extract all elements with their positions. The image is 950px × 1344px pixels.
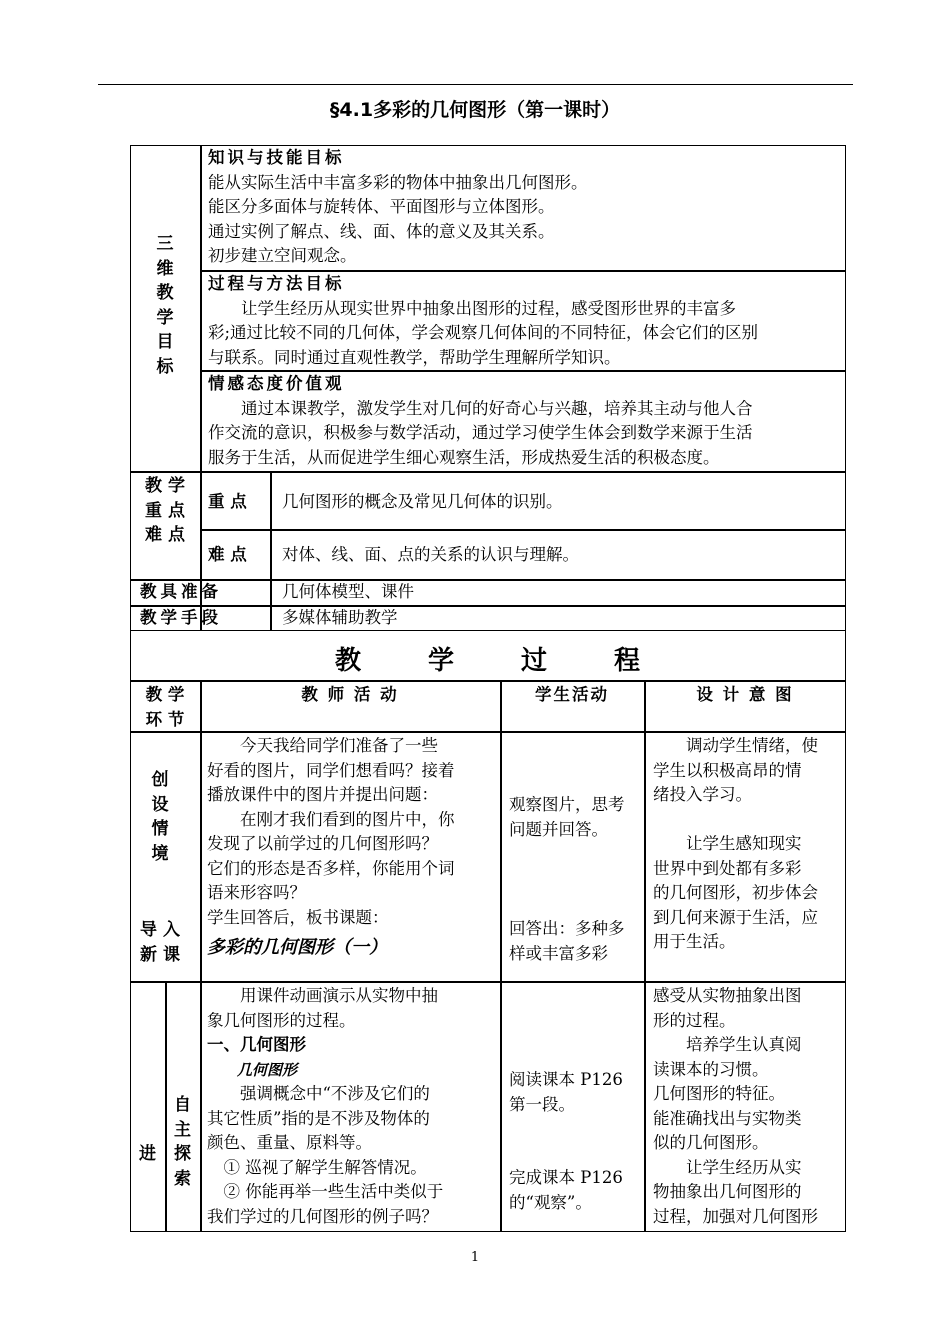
row1-student-b: 回答出：多种多 样或丰富多彩 [509, 919, 625, 963]
difficulty-label: 难 点 [208, 545, 247, 564]
stage-intro: 导 入 新 课 [140, 920, 180, 965]
keypoints-side-label: 教 学 重 点 难 点 [145, 476, 185, 545]
row1-design-a: 调动学生情绪，使 学生以积极高昂的情 绪投入学习。 [653, 736, 818, 804]
means-label: 教学手段 [140, 608, 222, 627]
stage-create-context: 创 设 情 境 [151, 770, 169, 864]
stage-progress: 进 [139, 1144, 156, 1164]
page-title: §4.1多彩的几何图形（第一课时） [329, 99, 621, 121]
emotion-goals: 情感态度价值观 通过本课教学，激发学生对几何的好奇心与兴趣，培养其主动与他人合 作交流的意识，积极参与数学活动，通过学习使学生体会到数学来源于生活 服务于生活，从而促进学生细心观察生活，形成热爱生活的积极态度。 [208, 374, 753, 467]
header-stage: 教 学 环 节 [145, 685, 185, 729]
key-text: 几何图形的概念及常见几何体的识别。 [282, 492, 563, 511]
stage-self-explore: 自 主 探 索 [174, 1095, 191, 1189]
tools-label: 教具准备 [140, 582, 222, 601]
goals-side-label: 三 维 教 学 目 标 [156, 234, 174, 377]
knowledge-goals: 知识与技能目标 能从实际生活中丰富多彩的物体中抽象出几何图形。 能区分多面体与旋转体、平面图形与立体图形。 通过实例了解点、线、面、体的意义及其关系。 初步建立空间观念。 [208, 148, 588, 265]
header-rule [98, 84, 853, 85]
lesson-topic: 多彩的几何图形（一） [207, 937, 387, 958]
row2-student-b: 完成课本 P126 的“观察”。 [509, 1168, 623, 1212]
header-teacher: 教 师 活 动 [301, 685, 399, 704]
key-label: 重 点 [208, 492, 247, 511]
row1-student-a: 观察图片，思考 问题并回答。 [509, 795, 625, 839]
header-student: 学生活动 [535, 685, 609, 704]
process-title: 教 学 过 程 [334, 646, 642, 676]
row1-teacher: 今天我给同学们准备了一些 好看的图片，同学们想看吗？接着 播放课件中的图片并提出问题： 在刚才我们看到的图片中，你 发现了以前学过的几何图形吗？ 它们的形态是否多样，你能用个词 语来形容吗？ 学生回答后，板书课题： 多彩的几何图形（一） [207, 734, 497, 961]
tools-text: 几何体模型、课件 [282, 582, 414, 601]
header-design: 设 计 意 图 [696, 685, 794, 704]
process-goals: 过程与方法目标 让学生经历从现实世界中抽象出图形的过程，感受图形世界的丰富多 彩;通过比较不同的几何体，学会观察几何体间的不同特征，体会它们的区别 与联系。同时通过直观性教学，帮助学生理解所学知识。 [208, 274, 759, 367]
row2-student-a: 阅读课本 P126 第一段。 [509, 1070, 623, 1114]
page-number: 1 [470, 1250, 480, 1265]
means-text: 多媒体辅助教学 [282, 608, 398, 627]
row1-design-b: 让学生感知现实 世界中到处都有多彩 的几何图形，初步体会 到几何来源于生活，应 用于生活。 [653, 834, 818, 951]
row2-teacher: 用课件动画演示从实物中抽 象几何图形的过程。 一、几何图形 几何图形 强调概念中“不涉及它们的 其它性质”指的是不涉及物体的 颜色、重量、原料等。 ① 巡视了解学生解答情况。 ② 你能再举一些生活中类似于 我们学过的几何图形的例子吗？ [207, 986, 444, 1226]
row2-design: 感受从实物抽象出图 形的过程。 培养学生认真阅 读课本的习惯。 几何图形的特征。 能准确找出与实物类 似的几何图形。 让学生经历从实 物抽象出几何图形的 过程，加强对几何图形 [653, 986, 818, 1226]
difficulty-text: 对体、线、面、点的关系的认识与理解。 [282, 545, 579, 564]
